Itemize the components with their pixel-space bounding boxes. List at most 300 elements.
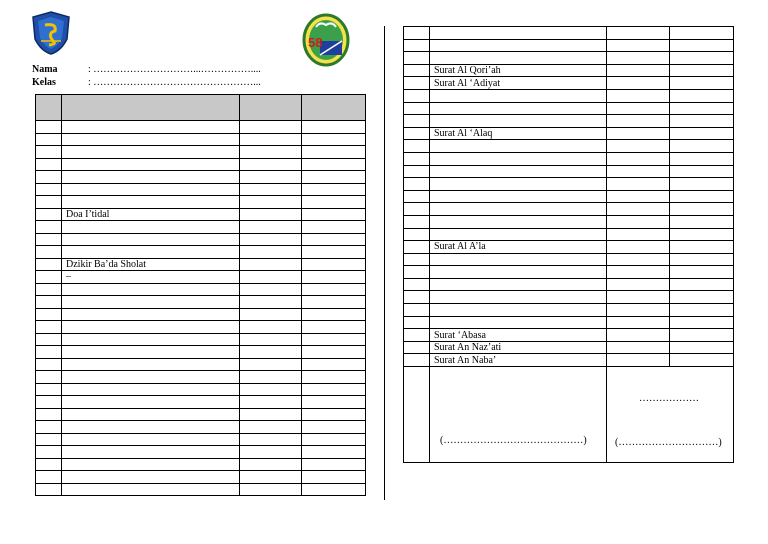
- table-row: [404, 341, 734, 354]
- check-cell[interactable]: [302, 458, 366, 471]
- number-cell: [36, 133, 62, 146]
- check-cell[interactable]: [607, 127, 670, 140]
- activity-cell: [430, 52, 607, 65]
- table-row: [404, 241, 734, 254]
- table-row: [36, 308, 366, 321]
- check-cell[interactable]: [607, 203, 670, 216]
- number-cell: [36, 333, 62, 346]
- check-cell[interactable]: [302, 146, 366, 159]
- check-cell[interactable]: [240, 133, 302, 146]
- number-cell: [404, 77, 430, 90]
- table-row: [36, 233, 366, 246]
- activity-cell: Surat Al A’la: [430, 241, 607, 254]
- activity-cell: [62, 158, 240, 171]
- check-cell[interactable]: [302, 158, 366, 171]
- signature-right-dots: ………………: [639, 393, 699, 405]
- check-cell[interactable]: [240, 371, 302, 384]
- check-cell[interactable]: [670, 77, 734, 90]
- check-cell[interactable]: [240, 408, 302, 421]
- check-cell[interactable]: [607, 115, 670, 128]
- activity-cell: [430, 27, 607, 40]
- table-row: [36, 258, 366, 271]
- activity-cell: [62, 471, 240, 484]
- activity-cell: Surat ‘Abasa: [430, 329, 607, 342]
- activity-cell: Surat An Naz’ati: [430, 341, 607, 354]
- check-cell[interactable]: [670, 203, 734, 216]
- table-row: [36, 321, 366, 334]
- number-cell: [36, 171, 62, 184]
- activity-cell: [62, 296, 240, 309]
- check-cell[interactable]: [670, 165, 734, 178]
- number-cell: [36, 346, 62, 359]
- activity-cell: [430, 190, 607, 203]
- check-cell[interactable]: [240, 421, 302, 434]
- activity-cell: [62, 196, 240, 209]
- nama-field[interactable]: : …………………………...……………....: [88, 64, 261, 75]
- table-row: [404, 316, 734, 329]
- activity-cell: [62, 358, 240, 371]
- number-cell: [36, 271, 62, 284]
- signature-left-cell: [430, 367, 607, 463]
- check-cell[interactable]: [302, 183, 366, 196]
- signature-left[interactable]: (……………………………………): [440, 435, 587, 447]
- check-cell[interactable]: [670, 39, 734, 52]
- page-divider: [384, 26, 385, 500]
- check-cell[interactable]: [240, 146, 302, 159]
- check-cell[interactable]: [302, 483, 366, 496]
- check-cell[interactable]: [240, 458, 302, 471]
- table-row: [404, 127, 734, 140]
- check-cell[interactable]: [670, 190, 734, 203]
- nama-label: Nama: [32, 64, 58, 75]
- number-cell: [404, 27, 430, 40]
- check-cell[interactable]: [240, 283, 302, 296]
- check-cell[interactable]: [670, 278, 734, 291]
- activity-cell: [62, 346, 240, 359]
- activity-cell: [430, 39, 607, 52]
- check-cell[interactable]: [607, 278, 670, 291]
- check-cell[interactable]: [302, 371, 366, 384]
- check-cell[interactable]: [607, 102, 670, 115]
- table-row: [404, 27, 734, 40]
- check-cell[interactable]: [240, 358, 302, 371]
- check-cell[interactable]: [607, 27, 670, 40]
- activity-cell: [62, 408, 240, 421]
- number-cell: [36, 121, 62, 134]
- number-cell: [404, 241, 430, 254]
- activity-cell: [62, 171, 240, 184]
- check-cell[interactable]: [607, 190, 670, 203]
- number-cell: [404, 39, 430, 52]
- check-cell[interactable]: [240, 246, 302, 259]
- number-cell: [404, 127, 430, 140]
- check-cell[interactable]: [240, 296, 302, 309]
- table-row: [36, 371, 366, 384]
- check-cell[interactable]: [302, 358, 366, 371]
- number-cell: [36, 183, 62, 196]
- right-checklist-table: [403, 26, 734, 463]
- check-cell[interactable]: [670, 228, 734, 241]
- table-row: [404, 102, 734, 115]
- number-cell: [36, 383, 62, 396]
- table-row: [36, 483, 366, 496]
- table-row: [404, 329, 734, 342]
- activity-cell: [430, 291, 607, 304]
- kelas-field[interactable]: : …………………………………………...: [88, 77, 261, 88]
- activity-cell: [62, 283, 240, 296]
- number-cell: [36, 146, 62, 159]
- activity-cell: –: [62, 271, 240, 284]
- number-cell: [36, 446, 62, 459]
- number-cell: [36, 408, 62, 421]
- number-cell: [36, 233, 62, 246]
- table-row: [36, 171, 366, 184]
- check-cell[interactable]: [240, 158, 302, 171]
- table-row: [36, 283, 366, 296]
- table-row: [404, 228, 734, 241]
- check-cell[interactable]: [240, 196, 302, 209]
- activity-cell: [430, 316, 607, 329]
- signature-right[interactable]: (…………………………): [615, 437, 722, 449]
- check-cell[interactable]: [607, 266, 670, 279]
- check-cell[interactable]: [302, 271, 366, 284]
- check-cell[interactable]: [302, 208, 366, 221]
- check-cell[interactable]: [670, 304, 734, 317]
- check-cell[interactable]: [302, 221, 366, 234]
- check-cell[interactable]: [302, 196, 366, 209]
- check-cell[interactable]: [607, 341, 670, 354]
- check-cell[interactable]: [302, 321, 366, 334]
- number-cell: [36, 483, 62, 496]
- check-cell[interactable]: [240, 446, 302, 459]
- check-cell[interactable]: [302, 171, 366, 184]
- city-emblem-logo: [31, 11, 71, 55]
- activity-cell: [430, 115, 607, 128]
- check-cell[interactable]: [607, 241, 670, 254]
- check-cell[interactable]: [240, 471, 302, 484]
- check-cell[interactable]: [302, 433, 366, 446]
- table-row: [36, 408, 366, 421]
- check-cell[interactable]: [607, 52, 670, 65]
- check-cell[interactable]: [240, 483, 302, 496]
- check-cell[interactable]: [670, 115, 734, 128]
- table-row: [36, 296, 366, 309]
- check-cell[interactable]: [670, 27, 734, 40]
- check-cell[interactable]: [302, 421, 366, 434]
- activity-cell: Doa I’tidal: [62, 208, 240, 221]
- table-row: [36, 358, 366, 371]
- header-cell: [36, 95, 62, 121]
- table-row: [404, 266, 734, 279]
- check-cell[interactable]: [302, 121, 366, 134]
- table-row: [36, 158, 366, 171]
- check-cell[interactable]: [670, 52, 734, 65]
- number-cell: [36, 283, 62, 296]
- number-cell: [404, 304, 430, 317]
- number-cell: [36, 246, 62, 259]
- check-cell[interactable]: [302, 308, 366, 321]
- check-cell[interactable]: [302, 383, 366, 396]
- number-cell: [36, 258, 62, 271]
- table-row: [404, 77, 734, 90]
- activity-cell: [430, 178, 607, 191]
- table-row: [36, 421, 366, 434]
- header-cell: [302, 95, 366, 121]
- activity-cell: Dzikir Ba’da Sholat: [62, 258, 240, 271]
- check-cell[interactable]: [240, 321, 302, 334]
- activity-cell: Surat Al ‘Adiyat: [430, 77, 607, 90]
- activity-cell: [62, 421, 240, 434]
- table-row: [36, 471, 366, 484]
- activity-cell: [62, 458, 240, 471]
- number-cell: [36, 358, 62, 371]
- table-row: [404, 52, 734, 65]
- check-cell[interactable]: [670, 140, 734, 153]
- number-cell: [404, 266, 430, 279]
- number-cell: [404, 228, 430, 241]
- check-cell[interactable]: [240, 383, 302, 396]
- check-cell[interactable]: [302, 233, 366, 246]
- signature-blank-cell: [404, 367, 430, 463]
- check-cell[interactable]: [607, 64, 670, 77]
- table-row: [404, 152, 734, 165]
- number-cell: [36, 221, 62, 234]
- check-cell[interactable]: [240, 333, 302, 346]
- activity-cell: [62, 146, 240, 159]
- table-row: [404, 215, 734, 228]
- table-row: [36, 346, 366, 359]
- check-cell[interactable]: [240, 271, 302, 284]
- check-cell[interactable]: [302, 333, 366, 346]
- table-row: [36, 433, 366, 446]
- number-cell: [36, 433, 62, 446]
- activity-cell: Surat Al ‘Alaq: [430, 127, 607, 140]
- number-cell: [404, 341, 430, 354]
- number-cell: [404, 190, 430, 203]
- number-cell: [36, 321, 62, 334]
- check-cell[interactable]: [240, 346, 302, 359]
- activity-cell: [430, 253, 607, 266]
- number-cell: [36, 308, 62, 321]
- number-cell: [36, 371, 62, 384]
- table-row: [404, 203, 734, 216]
- number-cell: [404, 291, 430, 304]
- check-cell[interactable]: [302, 246, 366, 259]
- check-cell[interactable]: [670, 341, 734, 354]
- number-cell: [404, 115, 430, 128]
- number-cell: [36, 421, 62, 434]
- check-cell[interactable]: [670, 127, 734, 140]
- activity-cell: [62, 233, 240, 246]
- number-cell: [36, 158, 62, 171]
- check-cell[interactable]: [302, 296, 366, 309]
- number-cell: [36, 471, 62, 484]
- check-cell[interactable]: [607, 165, 670, 178]
- number-cell: [404, 152, 430, 165]
- activity-cell: [62, 308, 240, 321]
- table-row: [36, 396, 366, 409]
- activity-cell: [62, 221, 240, 234]
- activity-cell: [430, 102, 607, 115]
- check-cell[interactable]: [607, 304, 670, 317]
- school-badge-number: 58: [308, 35, 323, 50]
- activity-cell: [62, 133, 240, 146]
- header-cell: [62, 95, 240, 121]
- table-row: [404, 89, 734, 102]
- table-row: [404, 304, 734, 317]
- check-cell[interactable]: [607, 316, 670, 329]
- check-cell[interactable]: [240, 221, 302, 234]
- number-cell: [36, 458, 62, 471]
- check-cell[interactable]: [302, 471, 366, 484]
- signature-right-cell: [607, 367, 734, 463]
- check-cell[interactable]: [607, 291, 670, 304]
- activity-cell: [62, 183, 240, 196]
- table-row: [36, 458, 366, 471]
- number-cell: [404, 354, 430, 367]
- table-row: [36, 183, 366, 196]
- check-cell[interactable]: [607, 152, 670, 165]
- activity-cell: [62, 433, 240, 446]
- table-row: [36, 271, 366, 284]
- check-cell[interactable]: [607, 77, 670, 90]
- check-cell[interactable]: [670, 64, 734, 77]
- table-row: [36, 208, 366, 221]
- check-cell[interactable]: [670, 253, 734, 266]
- check-cell[interactable]: [670, 178, 734, 191]
- number-cell: [404, 253, 430, 266]
- table-row: [404, 115, 734, 128]
- check-cell[interactable]: [670, 215, 734, 228]
- table-row: [404, 354, 734, 367]
- number-cell: [404, 178, 430, 191]
- check-cell[interactable]: [670, 102, 734, 115]
- activity-cell: [62, 246, 240, 259]
- activity-cell: Surat An Naba’: [430, 354, 607, 367]
- activity-cell: [62, 333, 240, 346]
- activity-cell: [430, 140, 607, 153]
- table-row: [404, 291, 734, 304]
- check-cell[interactable]: [240, 396, 302, 409]
- check-cell[interactable]: [607, 140, 670, 153]
- check-cell[interactable]: [670, 291, 734, 304]
- check-cell[interactable]: [670, 329, 734, 342]
- check-cell[interactable]: [240, 233, 302, 246]
- number-cell: [404, 215, 430, 228]
- activity-cell: [62, 383, 240, 396]
- activity-cell: [430, 228, 607, 241]
- activity-cell: [430, 152, 607, 165]
- activity-cell: [62, 446, 240, 459]
- check-cell[interactable]: [670, 89, 734, 102]
- table-row: [404, 178, 734, 191]
- activity-cell: [430, 215, 607, 228]
- check-cell[interactable]: [302, 283, 366, 296]
- check-cell[interactable]: [607, 39, 670, 52]
- number-cell: [404, 165, 430, 178]
- header-cell: [240, 95, 302, 121]
- check-cell[interactable]: [302, 396, 366, 409]
- check-cell[interactable]: [670, 354, 734, 367]
- check-cell[interactable]: [302, 446, 366, 459]
- check-cell[interactable]: [240, 121, 302, 134]
- check-cell[interactable]: [240, 308, 302, 321]
- check-cell[interactable]: [607, 89, 670, 102]
- check-cell[interactable]: [607, 228, 670, 241]
- table-row: [404, 39, 734, 52]
- check-cell[interactable]: [670, 266, 734, 279]
- activity-cell: [62, 483, 240, 496]
- check-cell[interactable]: [302, 258, 366, 271]
- table-row: [404, 278, 734, 291]
- check-cell[interactable]: [240, 183, 302, 196]
- number-cell: [404, 140, 430, 153]
- check-cell[interactable]: [670, 152, 734, 165]
- number-cell: [404, 89, 430, 102]
- check-cell[interactable]: [302, 408, 366, 421]
- number-cell: [404, 52, 430, 65]
- activity-cell: [430, 304, 607, 317]
- check-cell[interactable]: [302, 133, 366, 146]
- activity-cell: [430, 89, 607, 102]
- left-checklist-table: [35, 94, 366, 496]
- activity-cell: [430, 278, 607, 291]
- table-row: [404, 140, 734, 153]
- number-cell: [36, 196, 62, 209]
- table-row: [36, 246, 366, 259]
- activity-cell: [62, 371, 240, 384]
- check-cell[interactable]: [302, 346, 366, 359]
- table-row: [36, 221, 366, 234]
- number-cell: [36, 396, 62, 409]
- check-cell[interactable]: [240, 433, 302, 446]
- check-cell[interactable]: [240, 208, 302, 221]
- activity-cell: [62, 121, 240, 134]
- table-row: [404, 253, 734, 266]
- number-cell: [404, 316, 430, 329]
- check-cell[interactable]: [670, 316, 734, 329]
- check-cell[interactable]: [607, 253, 670, 266]
- number-cell: [36, 296, 62, 309]
- check-cell[interactable]: [670, 241, 734, 254]
- check-cell[interactable]: [607, 178, 670, 191]
- activity-cell: [430, 165, 607, 178]
- number-cell: [404, 203, 430, 216]
- number-cell: [36, 208, 62, 221]
- check-cell[interactable]: [240, 171, 302, 184]
- activity-cell: [62, 396, 240, 409]
- check-cell[interactable]: [607, 215, 670, 228]
- number-cell: [404, 278, 430, 291]
- activity-cell: Surat Al Qori’ah: [430, 64, 607, 77]
- table-row: [36, 383, 366, 396]
- number-cell: [404, 102, 430, 115]
- check-cell[interactable]: [240, 258, 302, 271]
- number-cell: [404, 64, 430, 77]
- signature-row: [404, 367, 734, 463]
- table-row: [36, 95, 366, 121]
- number-cell: [404, 329, 430, 342]
- table-row: [404, 165, 734, 178]
- check-cell[interactable]: [607, 354, 670, 367]
- table-row: [404, 190, 734, 203]
- table-row: [36, 333, 366, 346]
- table-row: [36, 446, 366, 459]
- activity-cell: [62, 321, 240, 334]
- table-row: [36, 133, 366, 146]
- school-logo: [302, 13, 350, 67]
- check-cell[interactable]: [607, 329, 670, 342]
